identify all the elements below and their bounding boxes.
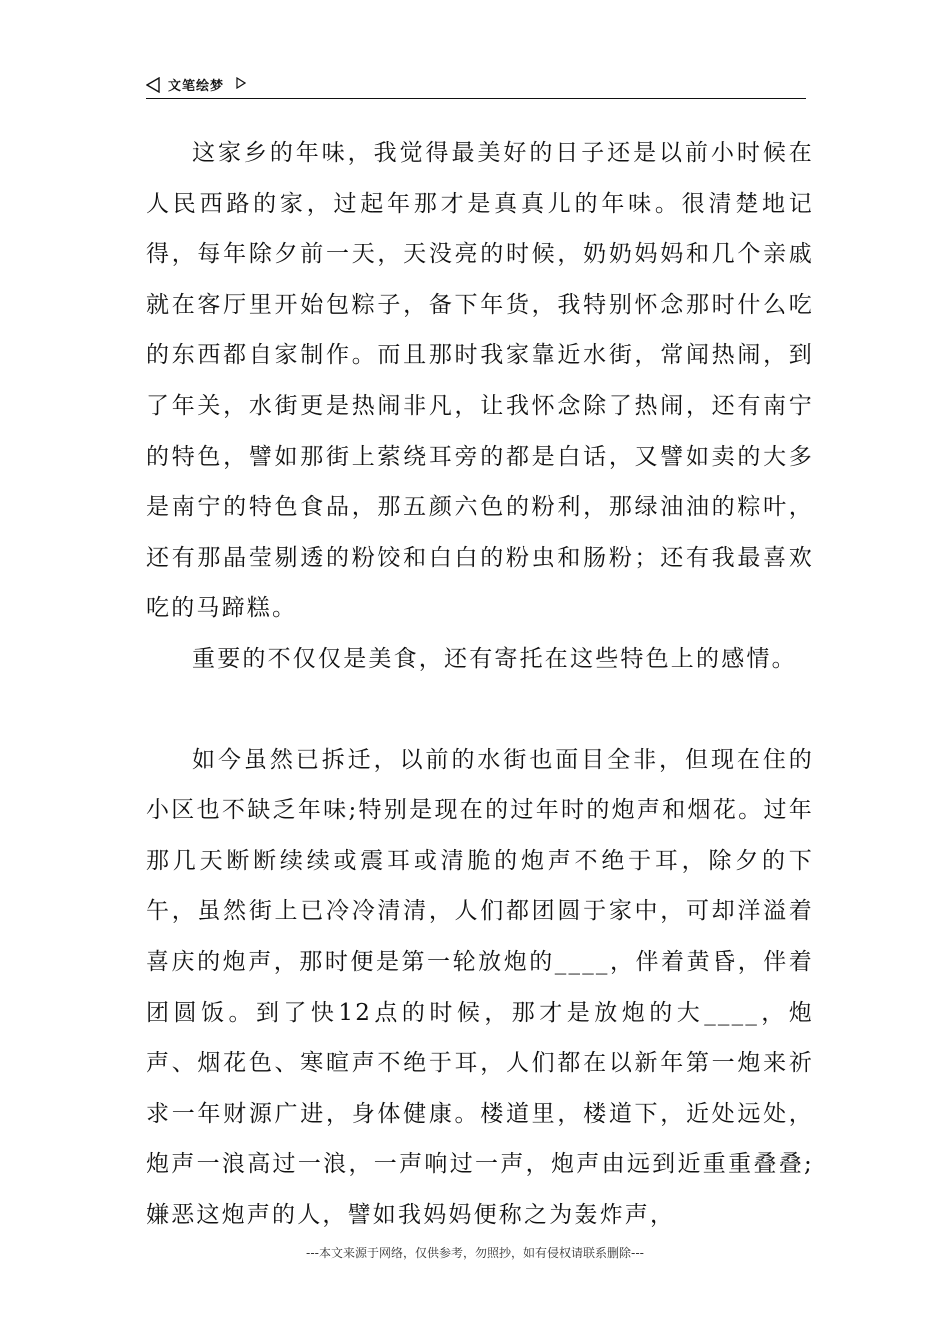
page-header	[146, 72, 806, 99]
footer-notice: ---本文来源于网络，仅供参考，勿照抄，如有侵权请联系删除---	[306, 1246, 644, 1260]
triangle-right-icon	[236, 77, 246, 89]
document-body	[146, 128, 814, 1240]
paragraph-hometown-memories: 这家乡的年味，我觉得最美好的日子还是以前小时候在人民西路的家，过起年那才是真真儿的年味。很清楚地记得，每年除夕前一天，天没亮的时候，奶奶妈妈和几个亲戚就在客厅里开始包粽子，备下年货，我特别怀念那时什么吃的东西都自家制作。而且那时我家靠近水街，常闻热闹，到了年关，水街更是热闹非凡，让我怀念除了热闹，还有南宁的特色，譬如那街上萦绕耳旁的都是白话，又譬如卖的大多是南宁的特色食品，那五颜六色的粉利，那绿油油的粽叶，还有那晶莹剔透的粉饺和白白的粉虫和肠粉；还有我最喜欢吃的马蹄糕。	[146, 140, 814, 622]
paragraph-gap	[146, 685, 814, 735]
triangle-left-icon	[146, 77, 160, 93]
paragraph-firecrackers: 如今虽然已拆迁，以前的水街也面目全非，但现在住的小区也不缺乏年味;特别是现在的过年时的炮声和烟花。过年那几天断断续续或震耳或清脆的炮声不绝于耳，除夕的下午，虽然街上已冷冷清清，人们都团圆于家中，可却洋溢着喜庆的炮声，那时便是第一轮放炮的____，伴着黄昏，伴着团圆饭。到了快12点的时候，那才是放炮的大____，炮声、烟花色、寒暄声不绝于耳，人们都在以新年第一炮来祈求一年财源广进，身体健康。楼道里，楼道下，近处远处，炮声一浪高过一浪，一声响过一声，炮声由远到近重重叠叠;嫌恶这炮声的人，譬如我妈妈便称之为轰炸声，	[146, 746, 814, 1228]
paragraph-food-emotion: 重要的不仅仅是美食，还有寄托在这些特色上的感情。	[192, 645, 797, 672]
header-brand: 文笔绘梦	[168, 79, 225, 94]
